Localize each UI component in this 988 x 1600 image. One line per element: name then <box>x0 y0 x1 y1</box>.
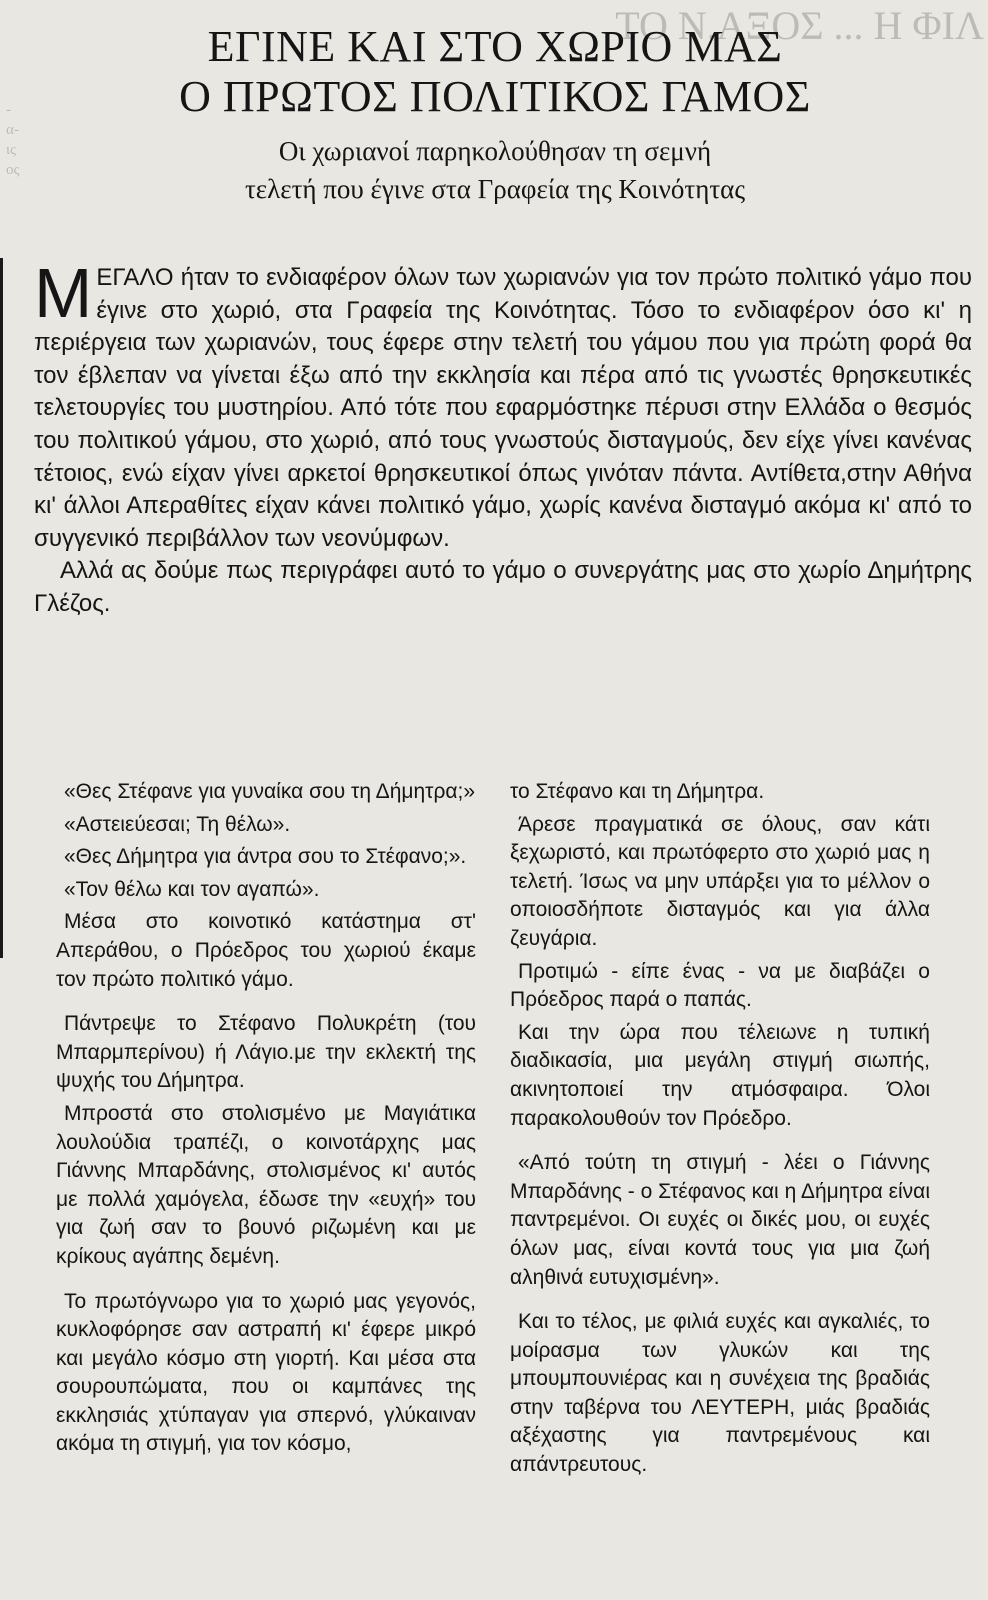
lead-paragraph-2: Αλλά ας δούμε πως περιγράφει αυτό το γάμο ο συνεργάτης μας στο χωρίο Δημήτρης Γλέζος. <box>34 557 972 617</box>
column-rule <box>0 258 3 958</box>
column-paragraph: Άρεσε πραγματικά σε όλους, σαν κάτι ξεχωριστό, και πρωτόφερτο στο χωριό μας η τελετή. Ίσως να μην υπάρξει για το μέλλον ο οποιοσδήποτε δισταγμός και για άλλα ζευγάρια. <box>510 812 930 950</box>
lead-paragraph-1 <box>34 254 972 555</box>
column-paragraph: Το πρωτόγνωρο για το χωριό μας γεγονός, κυκλοφόρησε σαν αστραπή κι' έφερε μικρό και μεγάλο κόσμο στη γιορτή. Και μέσα στα σουρουπώματα, που οι καμπάνες της εκκλησιάς χτύπαγαν για σπερνό, γλύκαιναν ακόμα τη στιγμή, για τον κόσμο, <box>56 1289 476 1456</box>
column-paragraph: Και το τέλος, με φιλιά ευχές και αγκαλιές, το μοίρασμα των γλυκών και της μπουμπουνιέρας και η συνέχεια της βραδιάς στην ταβέρνα του ΛΕΥΤΕΡΗ, μιάς βραδιάς αξέχαστης για παντρεμένους και απάντρευτους. <box>510 1310 930 1477</box>
headline-line-2: Ο ΠΡΩΤΟΣ ΠΟΛΙΤΙΚΟΣ ΓΑΜΟΣ <box>179 72 811 121</box>
column-paragraph: Μέσα στο κοινοτικό κατάστημα στ' Απεράθου, ο Πρόεδρος του χωριού έκαμε τον πρώτο πολιτικό γάμο. <box>56 910 476 991</box>
headline-line-1: ΕΓΙΝΕ ΚΑΙ ΣΤΟ ΧΩΡΙΟ ΜΑΣ <box>207 22 783 71</box>
column-paragraph: το Στέφανο και τη Δήμητρα. <box>510 780 765 803</box>
column-paragraph: Και την ώρα που τέλειωνε η τυπική διαδικασία, μια μεγάλη στιγμή σιωπής, ακινητοποιεί την ατμόσφαιρα. Όλοι παρακολουθούν τον Πρόεδρο. <box>510 1020 930 1130</box>
column-paragraph: Προτιμώ - είπε ένας - να με διαβάζει ο Πρόεδρος παρά ο παπάς. <box>510 959 930 1012</box>
column-paragraph: «Αστειεύεσαι; Τη θέλω». <box>64 812 291 836</box>
subheadline-line-1: Οι χωριανοί παρηκολούθησαν τη σεμνή <box>278 136 712 166</box>
column-paragraph: Πάντρεψε το Στέφανο Πολυκρέτη (του Μπαρμπερίνου) ή Λάγιο.με την εκλεκτή της ψυχής του Δήμητρα. <box>56 1012 476 1093</box>
column-paragraph: «Τον θέλω και τον αγαπώ». <box>64 877 320 901</box>
column-paragraph: «Θες Στέφανε για γυναίκα σου τη Δήμητρα;» <box>64 780 476 803</box>
article-column-left <box>56 778 476 1463</box>
lead-paragraph-1-text: ΕΓΑΛΟ ήταν το ενδιαφέρον όλων των χωριανών για τον πρώτο πολιτικό γάμο που έγινε στο χωριό, στα Γραφεία της Κοινότητας. Τόσο το ενδιαφέρον όσο κι' η περιέργεια των χωριανών, τους έφερε στην τελετή του γάμου που για πρώτη φορά θα τον έβλεπαν να γίνεται έξω από την εκκλησία και πέρα από τις γνωστές θρησκευτικές τελετουργίες του μυστηρίου. Από τότε που εφαρμόστηκε πέρυσι στην Ελλάδα ο θεσμός του πολιτικού γάμου, στο χωριό, από τους γνωστούς δισταγμούς, δεν είχε γίνει κανένας τέτοιος, ενώ είχαν γίνει αρκετοί θρησκευτικοί όπως γινόταν πάντα. Αντίθετα,στην Αθήνα κι' άλλοι Απεραθίτες είχαν κάνει πολιτικό γάμο, χωρίς κανένα δισταγμό ακόμα κι' από το συγγενικό περιβάλλον των νεονύμφων. <box>34 264 972 552</box>
drop-cap: Μ <box>34 254 93 332</box>
show-through-text-left: - α- ις ος <box>6 102 20 178</box>
column-paragraph: Μπροστά στο στολισμένο με Μαγιάτικα λουλούδια τραπέζι, ο κοινοτάρχης μας Γιάννης Μπαρδάνης, στολισμένος κι' αυτός με πολλά χαμόγελα, έδωσε την «ευχή» του για ζωή σαν το βουνό ριζωμένη και με κρίκους αγάπης δεμένη. <box>56 1101 476 1268</box>
subheadline <box>140 132 850 208</box>
column-paragraph: «Θες Δήμητρα για άντρα σου το Στέφανο;». <box>64 845 467 869</box>
lead-paragraphs <box>34 254 972 621</box>
headline <box>90 22 900 122</box>
subheadline-line-2: τελετή που έγινε στα Γραφεία της Κοινότητας <box>244 174 746 204</box>
show-through-text: ΤΟ Ν.ΑΞΟΣ ... Η ΦΙΛ <box>615 3 984 48</box>
column-paragraph: «Από τούτη τη στιγμή - λέει ο Γιάννης Μπαρδάνης - ο Στέφανος και η Δήμητρα είναι παντρεμένοι. Οι ευχές οι δικές μου, οι ευχές όλων μας, είναι κοντά τους για μια ζωή αληθινά ευτυχισμένη». <box>510 1151 930 1289</box>
article-column-right <box>510 778 930 1484</box>
